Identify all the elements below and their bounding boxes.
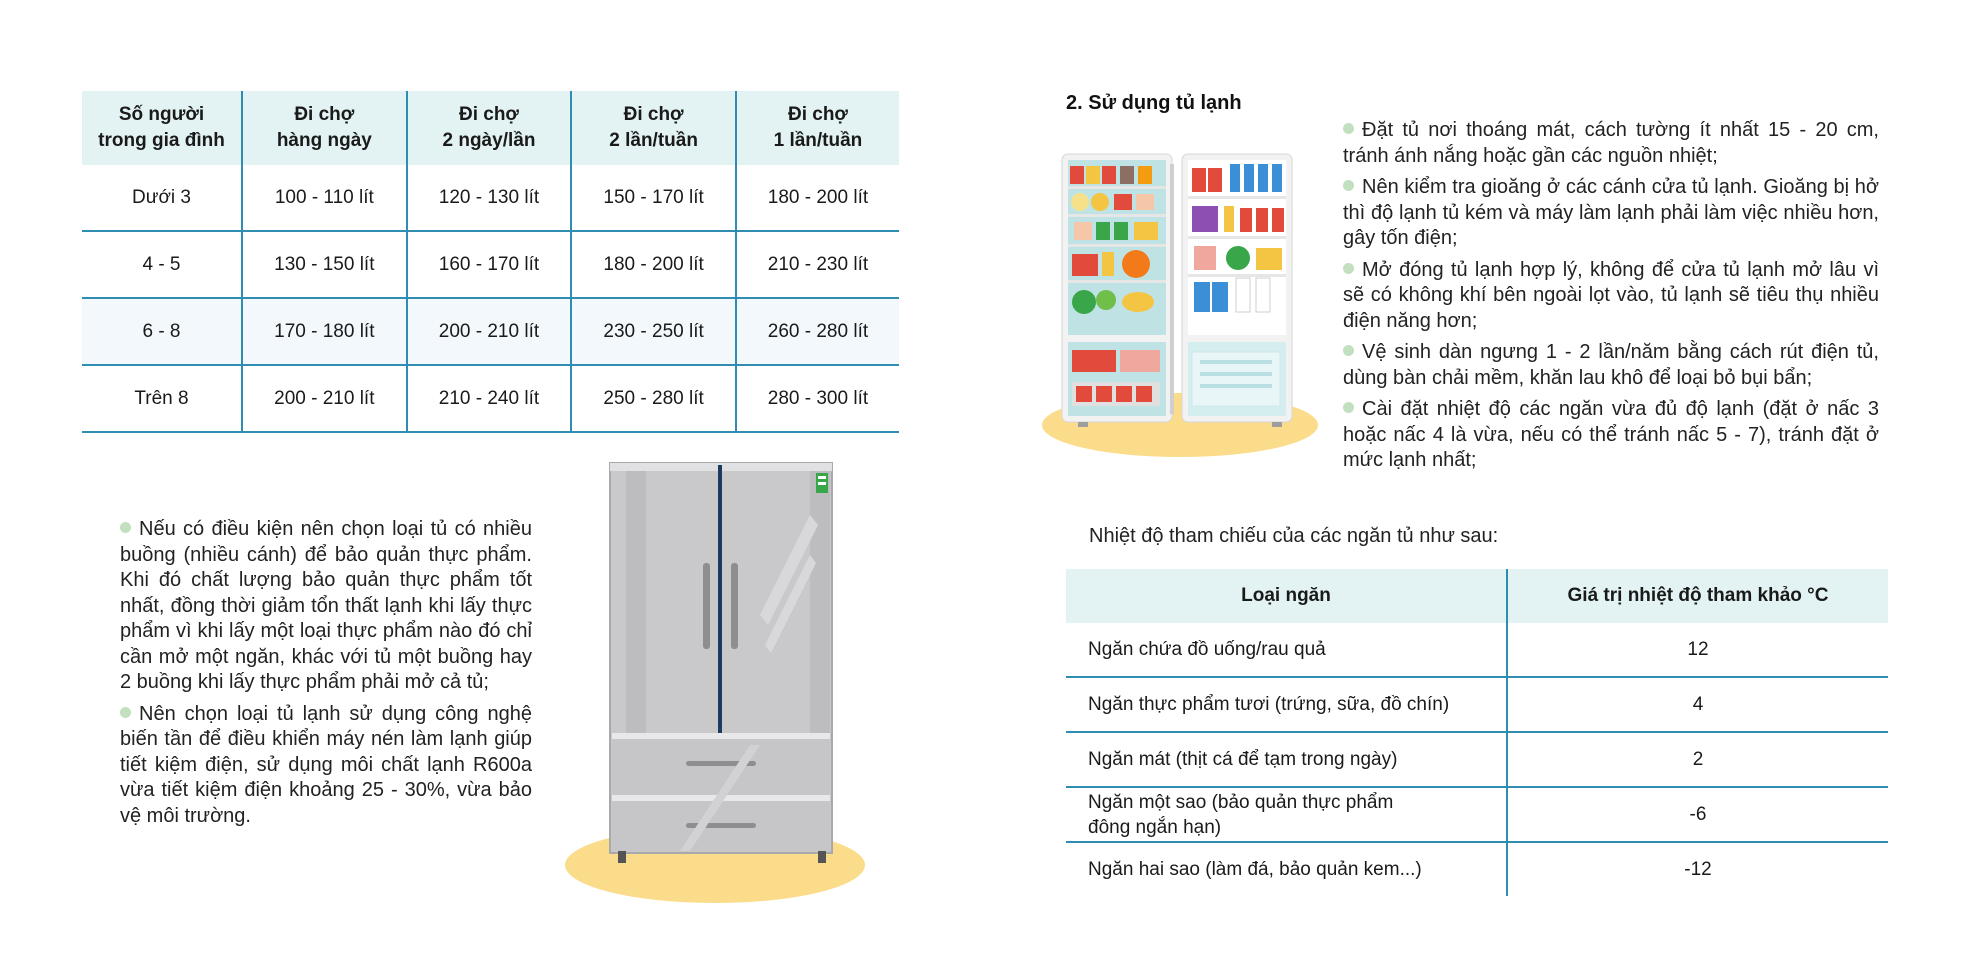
table-row (1066, 623, 1888, 677)
table-row (82, 231, 899, 298)
section-title: 2. Sử dụng tủ lạnh (1066, 92, 1242, 114)
paragraph: Mở đóng tủ lạnh hợp lý, không để cửa tủ lạnh mở lâu vì sẽ có không khí bên ngoài lọt vào, tủ lạnh sẽ tiêu thụ nhiều điện năng hơn; (1343, 258, 1879, 332)
table-row (1066, 732, 1888, 787)
table-cell: 200 - 210 lít (407, 298, 572, 365)
table-cell: 230 - 250 lít (571, 298, 736, 365)
table-cell: 280 - 300 lít (736, 365, 899, 432)
temperature-table (1066, 569, 1888, 896)
table-cell: 260 - 280 lít (736, 298, 899, 365)
col-header-weekly: Đi chợ 1 lần/tuần (736, 91, 899, 165)
paragraph: Nên kiểm tra gioăng ở các cánh cửa tủ lạnh. Gioăng bị hở thì độ lạnh tủ kém và máy làm lạnh phải làm việc nhiều hơn, gây tốn điện; (1343, 176, 1879, 249)
bullet-icon (1343, 402, 1354, 413)
french-door-refrigerator-illustration (560, 455, 880, 905)
table-row (1066, 787, 1888, 842)
open-refrigerator-illustration (1040, 150, 1325, 460)
table-cell: 6 - 8 (82, 298, 242, 365)
compartment-name: Ngăn thực phẩm tươi (trứng, sữa, đồ chín) (1066, 677, 1507, 732)
bullet-icon (1343, 345, 1354, 356)
col-header-temperature: Giá trị nhiệt độ tham khảo °C (1507, 569, 1888, 623)
table-row (1066, 842, 1888, 896)
bullet-icon (120, 707, 131, 718)
right-text-block (1343, 118, 1879, 480)
bullet-icon (1343, 263, 1354, 274)
table-row (82, 165, 899, 231)
temperature-value: -12 (1507, 842, 1888, 896)
temperature-intro: Nhiệt độ tham chiếu của các ngăn tủ như sau: (1089, 525, 1499, 547)
bullet-icon (1343, 123, 1354, 134)
paragraph: Cài đặt nhiệt độ các ngăn vừa đủ độ lạnh (đặt ở nấc 3 hoặc nấc 4 là vừa, nếu có thể tránh nấc 5 - 7), tránh đặt ở mức lạnh nhất; (1343, 398, 1879, 471)
table-cell: 150 - 170 lít (571, 165, 736, 231)
temperature-value: 2 (1507, 732, 1888, 787)
table-cell: Dưới 3 (82, 165, 242, 231)
col-header-compartment: Loại ngăn (1066, 569, 1507, 623)
table-cell: 170 - 180 lít (242, 298, 407, 365)
compartment-name: Ngăn một sao (bảo quản thực phẩm đông ngắn hạn) (1066, 787, 1507, 842)
table-cell: 120 - 130 lít (407, 165, 572, 231)
table-cell: 180 - 200 lít (736, 165, 899, 231)
capacity-table-header (82, 91, 899, 165)
table-cell: 200 - 210 lít (242, 365, 407, 432)
capacity-table (82, 91, 899, 433)
table-cell: 4 - 5 (82, 231, 242, 298)
left-text-block (120, 517, 532, 835)
compartment-name: Ngăn mát (thịt cá để tạm trong ngày) (1066, 732, 1507, 787)
col-header-twice-weekly: Đi chợ 2 lần/tuần (571, 91, 736, 165)
paragraph: Nên chọn loại tủ lạnh sử dụng công nghệ biến tần để điều khiển máy nén làm lạnh giúp tiết kiệm điện, sử dụng môi chất lạnh R600a vừa tiết kiệm điện khoảng 25 - 30%, vừa bảo vệ môi trường. (120, 702, 532, 827)
paragraph: Đặt tủ nơi thoáng mát, cách tường ít nhất 15 - 20 cm, tránh ánh nắng hoặc gần các nguồn nhiệt; (1343, 119, 1879, 167)
temperature-value: 4 (1507, 677, 1888, 732)
temperature-value: -6 (1507, 787, 1888, 842)
temperature-table-header (1066, 569, 1888, 623)
table-row (82, 365, 899, 432)
paragraph: Nếu có điều kiện nên chọn loại tủ có nhiều buồng (nhiều cánh) để bảo quản thực phẩm. Khi đó chất lượng bảo quản thực phẩm tốt nhất, đồng thời giảm tổn thất lạnh khi lấy thực phẩm vì khi lấy một loại thực phẩm nào đó chỉ cần mở một ngăn, khác với tủ một buồng hay 2 buồng khi lấy thực phẩm phải mở cả tủ; (120, 518, 532, 693)
col-header-household: Số người trong gia đình (82, 91, 242, 165)
table-row (82, 298, 899, 365)
temperature-value: 12 (1507, 623, 1888, 677)
compartment-name: Ngăn hai sao (làm đá, bảo quản kem...) (1088, 859, 1422, 880)
bullet-icon (1343, 180, 1354, 191)
table-cell: 100 - 110 lít (242, 165, 407, 231)
table-cell: 160 - 170 lít (407, 231, 572, 298)
table-cell: 180 - 200 lít (571, 231, 736, 298)
table-cell: Trên 8 (82, 365, 242, 432)
bullet-icon (120, 522, 131, 533)
compartment-name: Ngăn chứa đồ uống/rau quả (1066, 623, 1507, 677)
table-cell: 210 - 240 lít (407, 365, 572, 432)
table-row (1066, 677, 1888, 732)
table-cell: 250 - 280 lít (571, 365, 736, 432)
paragraph: Vệ sinh dàn ngưng 1 - 2 lần/năm bằng cách rút điện tủ, dùng bàn chải mềm, khăn lau khô để loại bỏ bụi bẩn; (1343, 341, 1879, 389)
col-header-every-2-days: Đi chợ 2 ngày/lần (407, 91, 572, 165)
table-cell: 210 - 230 lít (736, 231, 899, 298)
col-header-daily: Đi chợ hàng ngày (242, 91, 407, 165)
table-cell: 130 - 150 lít (242, 231, 407, 298)
